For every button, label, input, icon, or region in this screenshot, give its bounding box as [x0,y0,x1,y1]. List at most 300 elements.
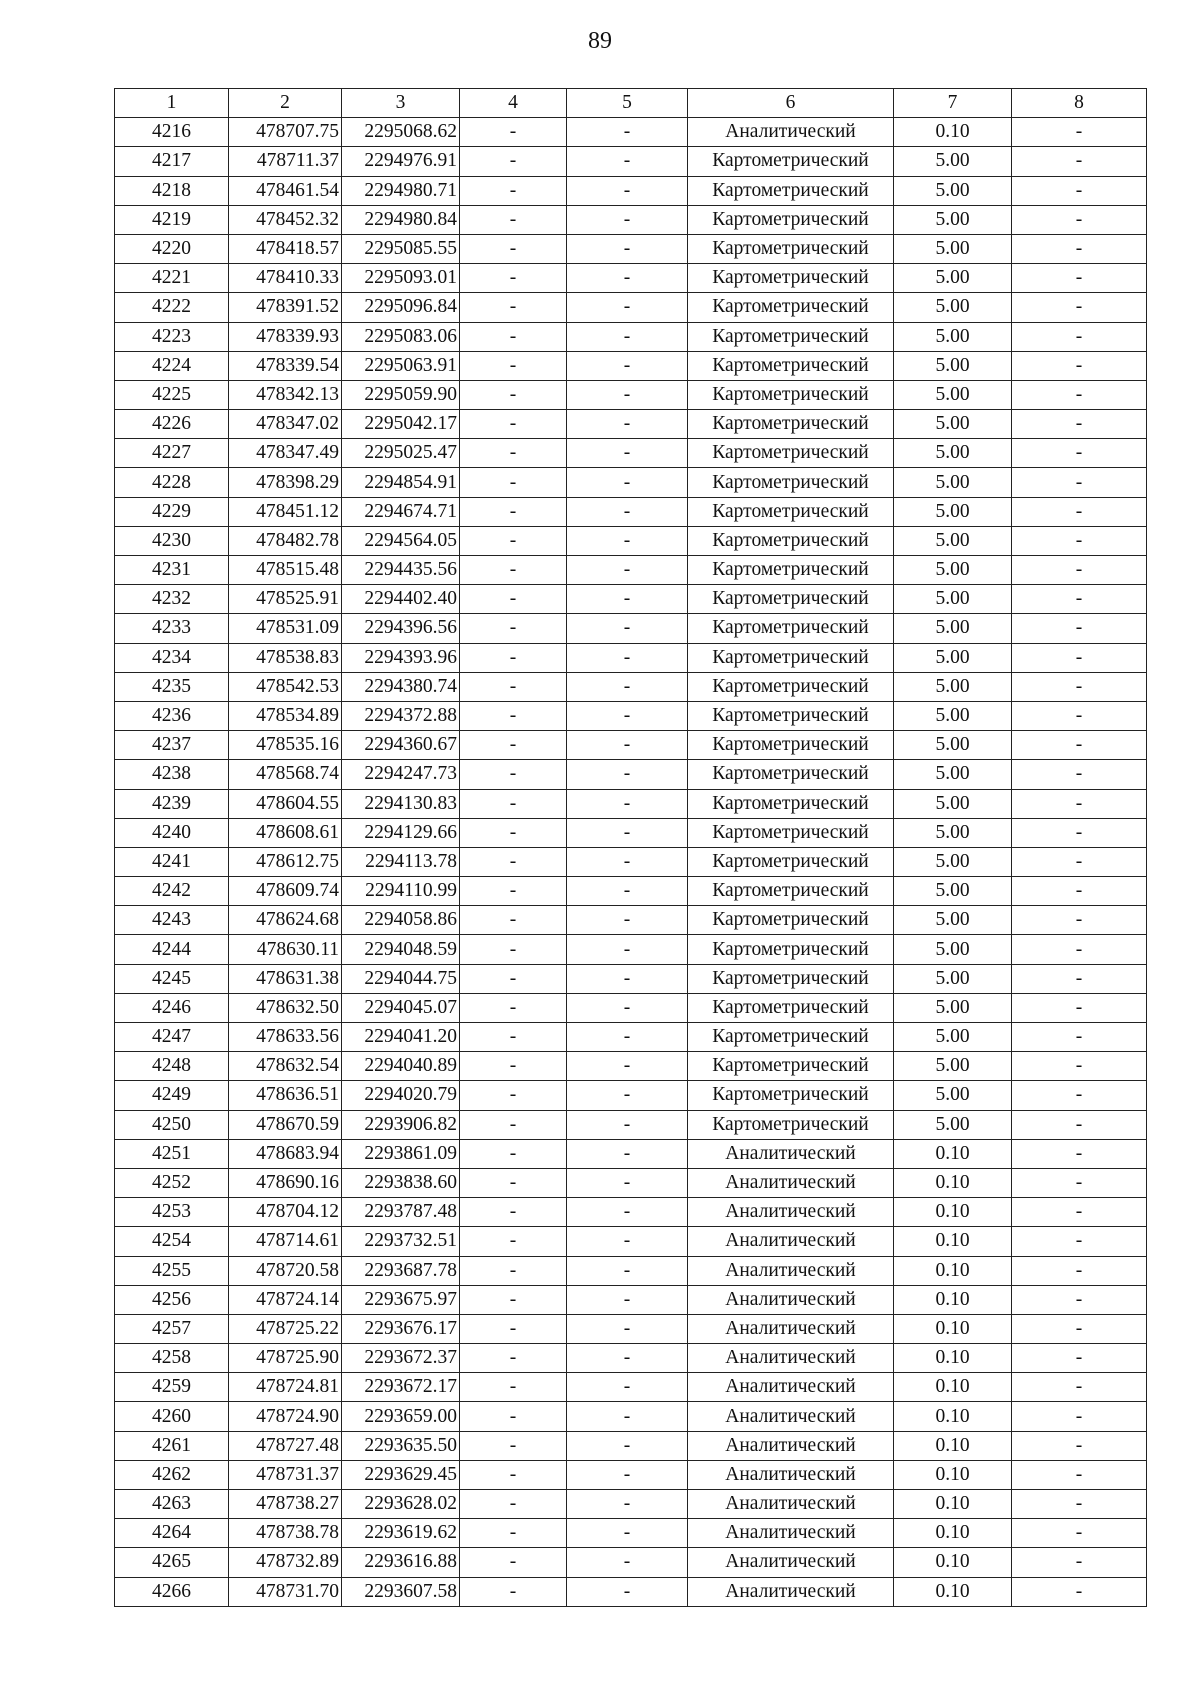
col8-cell: - [1012,643,1147,672]
x-coordinate-cell: 478391.52 [229,293,342,322]
table-row [115,1023,1147,1052]
col4-cell: - [460,234,567,263]
x-coordinate-cell: 478724.81 [229,1373,342,1402]
x-coordinate-cell: 478725.90 [229,1344,342,1373]
table-row [115,1548,1147,1577]
point-number-cell: 4219 [115,205,229,234]
col8-cell: - [1012,526,1147,555]
point-number-cell: 4225 [115,380,229,409]
method-cell: Картометрический [688,1052,894,1081]
point-number-cell: 4242 [115,877,229,906]
x-coordinate-cell: 478707.75 [229,118,342,147]
x-coordinate-cell: 478720.58 [229,1256,342,1285]
table-row [115,906,1147,935]
point-number-cell: 4246 [115,993,229,1022]
point-number-cell: 4263 [115,1490,229,1519]
point-number-cell: 4265 [115,1548,229,1577]
table-row [115,1373,1147,1402]
col5-cell: - [567,906,688,935]
method-cell: Картометрический [688,468,894,497]
y-coordinate-cell: 2295059.90 [342,380,460,409]
y-coordinate-cell: 2293861.09 [342,1139,460,1168]
point-number-cell: 4224 [115,351,229,380]
accuracy-cell: 5.00 [894,1023,1012,1052]
method-cell: Картометрический [688,147,894,176]
point-number-cell: 4264 [115,1519,229,1548]
y-coordinate-cell: 2293675.97 [342,1285,460,1314]
x-coordinate-cell: 478347.49 [229,439,342,468]
col8-cell: - [1012,1548,1147,1577]
accuracy-cell: 0.10 [894,1402,1012,1431]
x-coordinate-cell: 478347.02 [229,410,342,439]
accuracy-cell: 0.10 [894,1460,1012,1489]
table-row [115,439,1147,468]
y-coordinate-cell: 2294113.78 [342,847,460,876]
y-coordinate-cell: 2294247.73 [342,760,460,789]
accuracy-cell: 5.00 [894,877,1012,906]
table-row [115,643,1147,672]
table-row [115,1198,1147,1227]
x-coordinate-cell: 478418.57 [229,234,342,263]
accuracy-cell: 5.00 [894,672,1012,701]
x-coordinate-cell: 478608.61 [229,818,342,847]
column-header: 8 [1012,89,1147,118]
col8-cell: - [1012,439,1147,468]
point-number-cell: 4239 [115,789,229,818]
col4-cell: - [460,760,567,789]
accuracy-cell: 0.10 [894,1344,1012,1373]
method-cell: Картометрический [688,701,894,730]
x-coordinate-cell: 478612.75 [229,847,342,876]
method-cell: Картометрический [688,818,894,847]
col5-cell: - [567,1256,688,1285]
x-coordinate-cell: 478461.54 [229,176,342,205]
y-coordinate-cell: 2294058.86 [342,906,460,935]
col8-cell: - [1012,818,1147,847]
accuracy-cell: 5.00 [894,731,1012,760]
col8-cell: - [1012,556,1147,585]
table-row [115,964,1147,993]
y-coordinate-cell: 2293838.60 [342,1168,460,1197]
point-number-cell: 4229 [115,497,229,526]
col5-cell: - [567,1577,688,1606]
col4-cell: - [460,497,567,526]
col4-cell: - [460,1110,567,1139]
accuracy-cell: 0.10 [894,1373,1012,1402]
accuracy-cell: 0.10 [894,1490,1012,1519]
col5-cell: - [567,1227,688,1256]
table-row [115,1344,1147,1373]
point-number-cell: 4232 [115,585,229,614]
x-coordinate-cell: 478633.56 [229,1023,342,1052]
col4-cell: - [460,526,567,555]
x-coordinate-cell: 478725.22 [229,1314,342,1343]
col8-cell: - [1012,585,1147,614]
col4-cell: - [460,643,567,672]
col8-cell: - [1012,760,1147,789]
accuracy-cell: 5.00 [894,993,1012,1022]
col4-cell: - [460,1139,567,1168]
y-coordinate-cell: 2294380.74 [342,672,460,701]
col8-cell: - [1012,205,1147,234]
x-coordinate-cell: 478538.83 [229,643,342,672]
x-coordinate-cell: 478542.53 [229,672,342,701]
y-coordinate-cell: 2295042.17 [342,410,460,439]
point-number-cell: 4222 [115,293,229,322]
point-number-cell: 4233 [115,614,229,643]
col5-cell: - [567,1198,688,1227]
method-cell: Картометрический [688,351,894,380]
col4-cell: - [460,556,567,585]
x-coordinate-cell: 478398.29 [229,468,342,497]
point-number-cell: 4257 [115,1314,229,1343]
col4-cell: - [460,1431,567,1460]
column-header: 5 [567,89,688,118]
col4-cell: - [460,1402,567,1431]
accuracy-cell: 0.10 [894,1139,1012,1168]
y-coordinate-cell: 2294435.56 [342,556,460,585]
point-number-cell: 4241 [115,847,229,876]
col5-cell: - [567,439,688,468]
point-number-cell: 4245 [115,964,229,993]
col5-cell: - [567,1460,688,1489]
col8-cell: - [1012,118,1147,147]
col8-cell: - [1012,1373,1147,1402]
point-number-cell: 4244 [115,935,229,964]
accuracy-cell: 5.00 [894,380,1012,409]
point-number-cell: 4231 [115,556,229,585]
y-coordinate-cell: 2293687.78 [342,1256,460,1285]
col5-cell: - [567,293,688,322]
y-coordinate-cell: 2293629.45 [342,1460,460,1489]
col5-cell: - [567,1431,688,1460]
y-coordinate-cell: 2295085.55 [342,234,460,263]
x-coordinate-cell: 478631.38 [229,964,342,993]
col5-cell: - [567,1139,688,1168]
y-coordinate-cell: 2294130.83 [342,789,460,818]
point-number-cell: 4235 [115,672,229,701]
col5-cell: - [567,1373,688,1402]
col4-cell: - [460,1023,567,1052]
table-row [115,1490,1147,1519]
accuracy-cell: 5.00 [894,176,1012,205]
accuracy-cell: 5.00 [894,439,1012,468]
table-row [115,1431,1147,1460]
y-coordinate-cell: 2294045.07 [342,993,460,1022]
col4-cell: - [460,322,567,351]
accuracy-cell: 0.10 [894,1548,1012,1577]
col5-cell: - [567,234,688,263]
col5-cell: - [567,614,688,643]
x-coordinate-cell: 478630.11 [229,935,342,964]
col4-cell: - [460,672,567,701]
table-row [115,205,1147,234]
accuracy-cell: 5.00 [894,789,1012,818]
x-coordinate-cell: 478727.48 [229,1431,342,1460]
col5-cell: - [567,1519,688,1548]
col8-cell: - [1012,234,1147,263]
table-row [115,556,1147,585]
y-coordinate-cell: 2294674.71 [342,497,460,526]
col5-cell: - [567,935,688,964]
col5-cell: - [567,1344,688,1373]
table-row [115,1402,1147,1431]
method-cell: Картометрический [688,643,894,672]
col8-cell: - [1012,147,1147,176]
col5-cell: - [567,205,688,234]
col8-cell: - [1012,789,1147,818]
y-coordinate-cell: 2293732.51 [342,1227,460,1256]
col4-cell: - [460,205,567,234]
point-number-cell: 4223 [115,322,229,351]
column-header: 6 [688,89,894,118]
point-number-cell: 4238 [115,760,229,789]
method-cell: Картометрический [688,672,894,701]
col4-cell: - [460,789,567,818]
point-number-cell: 4249 [115,1081,229,1110]
col4-cell: - [460,1285,567,1314]
y-coordinate-cell: 2294040.89 [342,1052,460,1081]
y-coordinate-cell: 2293607.58 [342,1577,460,1606]
method-cell: Картометрический [688,906,894,935]
y-coordinate-cell: 2294372.88 [342,701,460,730]
col8-cell: - [1012,1081,1147,1110]
x-coordinate-cell: 478482.78 [229,526,342,555]
table-row [115,1168,1147,1197]
method-cell: Картометрический [688,556,894,585]
method-cell: Аналитический [688,118,894,147]
table-row [115,234,1147,263]
method-cell: Картометрический [688,789,894,818]
method-cell: Аналитический [688,1577,894,1606]
point-number-cell: 4248 [115,1052,229,1081]
table-row [115,847,1147,876]
accuracy-cell: 5.00 [894,351,1012,380]
column-header: 4 [460,89,567,118]
col8-cell: - [1012,1431,1147,1460]
column-header: 2 [229,89,342,118]
point-number-cell: 4218 [115,176,229,205]
col4-cell: - [460,468,567,497]
col4-cell: - [460,818,567,847]
method-cell: Картометрический [688,526,894,555]
col4-cell: - [460,906,567,935]
x-coordinate-cell: 478568.74 [229,760,342,789]
col5-cell: - [567,1023,688,1052]
col8-cell: - [1012,1490,1147,1519]
col5-cell: - [567,1081,688,1110]
x-coordinate-cell: 478624.68 [229,906,342,935]
col4-cell: - [460,118,567,147]
col5-cell: - [567,1052,688,1081]
point-number-cell: 4227 [115,439,229,468]
table-row [115,497,1147,526]
y-coordinate-cell: 2293628.02 [342,1490,460,1519]
column-header: 1 [115,89,229,118]
point-number-cell: 4247 [115,1023,229,1052]
point-number-cell: 4261 [115,1431,229,1460]
point-number-cell: 4236 [115,701,229,730]
point-number-cell: 4260 [115,1402,229,1431]
col4-cell: - [460,1198,567,1227]
accuracy-cell: 5.00 [894,234,1012,263]
point-number-cell: 4250 [115,1110,229,1139]
col5-cell: - [567,643,688,672]
table-row [115,118,1147,147]
col4-cell: - [460,1256,567,1285]
col8-cell: - [1012,1314,1147,1343]
method-cell: Картометрический [688,847,894,876]
method-cell: Картометрический [688,293,894,322]
y-coordinate-cell: 2294110.99 [342,877,460,906]
col5-cell: - [567,760,688,789]
accuracy-cell: 0.10 [894,1168,1012,1197]
method-cell: Картометрический [688,731,894,760]
col4-cell: - [460,439,567,468]
col8-cell: - [1012,1460,1147,1489]
method-cell: Картометрический [688,964,894,993]
table-row [115,264,1147,293]
col4-cell: - [460,351,567,380]
method-cell: Аналитический [688,1227,894,1256]
table-row [115,1081,1147,1110]
table-row [115,789,1147,818]
method-cell: Аналитический [688,1344,894,1373]
column-header: 7 [894,89,1012,118]
table-row [115,293,1147,322]
col4-cell: - [460,701,567,730]
col8-cell: - [1012,1110,1147,1139]
y-coordinate-cell: 2294396.56 [342,614,460,643]
method-cell: Аналитический [688,1519,894,1548]
accuracy-cell: 5.00 [894,1110,1012,1139]
col4-cell: - [460,1548,567,1577]
col5-cell: - [567,264,688,293]
y-coordinate-cell: 2293619.62 [342,1519,460,1548]
col5-cell: - [567,1490,688,1519]
col5-cell: - [567,322,688,351]
col4-cell: - [460,1577,567,1606]
accuracy-cell: 5.00 [894,906,1012,935]
point-number-cell: 4253 [115,1198,229,1227]
y-coordinate-cell: 2294402.40 [342,585,460,614]
accuracy-cell: 0.10 [894,1285,1012,1314]
col4-cell: - [460,847,567,876]
col5-cell: - [567,1402,688,1431]
y-coordinate-cell: 2295096.84 [342,293,460,322]
y-coordinate-cell: 2295083.06 [342,322,460,351]
x-coordinate-cell: 478525.91 [229,585,342,614]
col4-cell: - [460,1227,567,1256]
col4-cell: - [460,1344,567,1373]
table-row [115,672,1147,701]
y-coordinate-cell: 2294980.84 [342,205,460,234]
method-cell: Аналитический [688,1314,894,1343]
method-cell: Картометрический [688,614,894,643]
col5-cell: - [567,410,688,439]
table-row [115,351,1147,380]
table-row [115,701,1147,730]
x-coordinate-cell: 478535.16 [229,731,342,760]
col8-cell: - [1012,497,1147,526]
table-row [115,410,1147,439]
accuracy-cell: 0.10 [894,118,1012,147]
table-row [115,1256,1147,1285]
method-cell: Аналитический [688,1460,894,1489]
x-coordinate-cell: 478731.37 [229,1460,342,1489]
col5-cell: - [567,585,688,614]
y-coordinate-cell: 2294393.96 [342,643,460,672]
y-coordinate-cell: 2293616.88 [342,1548,460,1577]
method-cell: Аналитический [688,1285,894,1314]
column-header: 3 [342,89,460,118]
table-row [115,585,1147,614]
table-row [115,1139,1147,1168]
method-cell: Картометрический [688,264,894,293]
accuracy-cell: 5.00 [894,147,1012,176]
accuracy-cell: 5.00 [894,935,1012,964]
accuracy-cell: 5.00 [894,585,1012,614]
col4-cell: - [460,1519,567,1548]
x-coordinate-cell: 478738.78 [229,1519,342,1548]
col8-cell: - [1012,351,1147,380]
col4-cell: - [460,935,567,964]
col8-cell: - [1012,847,1147,876]
x-coordinate-cell: 478724.90 [229,1402,342,1431]
accuracy-cell: 5.00 [894,322,1012,351]
col8-cell: - [1012,1168,1147,1197]
y-coordinate-cell: 2293635.50 [342,1431,460,1460]
y-coordinate-cell: 2294044.75 [342,964,460,993]
accuracy-cell: 5.00 [894,964,1012,993]
x-coordinate-cell: 478632.54 [229,1052,342,1081]
table-row [115,877,1147,906]
method-cell: Аналитический [688,1402,894,1431]
table-row [115,818,1147,847]
col4-cell: - [460,1490,567,1519]
point-number-cell: 4230 [115,526,229,555]
col4-cell: - [460,731,567,760]
col8-cell: - [1012,701,1147,730]
col5-cell: - [567,818,688,847]
col5-cell: - [567,380,688,409]
method-cell: Аналитический [688,1548,894,1577]
col4-cell: - [460,1373,567,1402]
col5-cell: - [567,701,688,730]
y-coordinate-cell: 2295093.01 [342,264,460,293]
y-coordinate-cell: 2294129.66 [342,818,460,847]
point-number-cell: 4220 [115,234,229,263]
col8-cell: - [1012,1519,1147,1548]
y-coordinate-cell: 2295068.62 [342,118,460,147]
y-coordinate-cell: 2294854.91 [342,468,460,497]
x-coordinate-cell: 478452.32 [229,205,342,234]
method-cell: Картометрический [688,322,894,351]
x-coordinate-cell: 478339.93 [229,322,342,351]
col8-cell: - [1012,877,1147,906]
y-coordinate-cell: 2293906.82 [342,1110,460,1139]
accuracy-cell: 5.00 [894,818,1012,847]
x-coordinate-cell: 478731.70 [229,1577,342,1606]
method-cell: Картометрический [688,380,894,409]
accuracy-cell: 0.10 [894,1519,1012,1548]
y-coordinate-cell: 2294980.71 [342,176,460,205]
point-number-cell: 4258 [115,1344,229,1373]
point-number-cell: 4255 [115,1256,229,1285]
accuracy-cell: 5.00 [894,497,1012,526]
point-number-cell: 4216 [115,118,229,147]
col5-cell: - [567,468,688,497]
